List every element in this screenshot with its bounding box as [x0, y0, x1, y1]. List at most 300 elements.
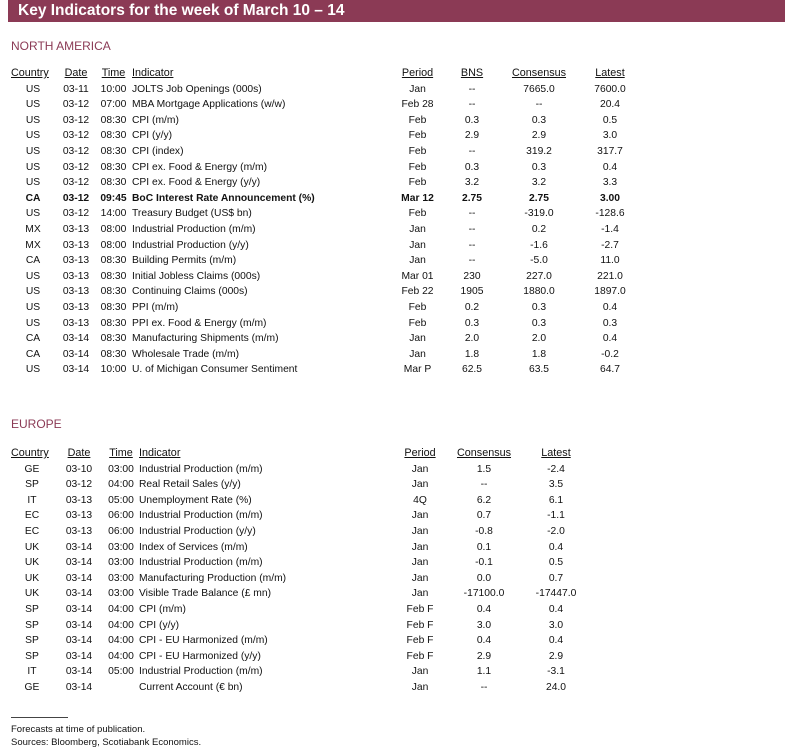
cell-consensus: -5.0 — [530, 255, 548, 267]
europe-table — [11, 446, 589, 696]
cell-consensus: 0.2 — [531, 223, 547, 235]
cell-latest: 24.0 — [545, 681, 567, 693]
cell-indicator: Industrial Production (m/m) — [139, 463, 263, 475]
cell-bns: 2.75 — [461, 192, 483, 204]
cell-indicator: CPI (y/y) — [139, 619, 180, 631]
cell-period: Jan — [411, 479, 429, 491]
cell-consensus: -0.8 — [475, 525, 493, 537]
cell-indicator: U. of Michigan Consumer Sentiment — [132, 364, 298, 376]
cell-date: 03-12 — [62, 208, 90, 220]
cell-latest: 0.5 — [602, 114, 618, 126]
cell-date: 03-14 — [65, 681, 93, 693]
cell-indicator: CPI ex. Food & Energy (y/y) — [132, 177, 261, 189]
col-header-time: Time — [109, 447, 133, 459]
cell-bns: -- — [468, 99, 476, 111]
cell-time: 03:00 — [108, 588, 134, 600]
cell-indicator: BoC Interest Rate Announcement (%) — [132, 192, 315, 204]
cell-time: 08:30 — [100, 130, 127, 142]
cell-time: 10:00 — [100, 83, 127, 95]
cell-consensus: 0.3 — [531, 317, 547, 329]
section-heading-north-america: NORTH AMERICA — [11, 39, 111, 53]
cell-period: Jan — [409, 333, 426, 345]
cell-period: Jan — [409, 223, 426, 235]
cell-time: 08:00 — [100, 239, 127, 251]
cell-date: 03-14 — [65, 666, 93, 678]
table-row — [11, 331, 641, 347]
cell-latest: -2.0 — [547, 525, 565, 537]
cell-latest: 2.9 — [548, 650, 564, 662]
cell-period: Jan — [411, 510, 429, 522]
cell-latest: 20.4 — [599, 99, 621, 111]
cell-time: 14:00 — [100, 208, 127, 220]
cell-period: Feb — [408, 301, 427, 313]
cell-period: Mar P — [403, 364, 432, 376]
cell-latest: 3.00 — [599, 192, 621, 204]
cell-latest: -2.4 — [547, 463, 565, 475]
table-row — [11, 664, 589, 680]
cell-time: 03:00 — [108, 557, 134, 569]
cell-time: 04:00 — [108, 479, 134, 491]
table-row — [11, 618, 589, 634]
table-row — [11, 144, 641, 160]
cell-bns: -- — [468, 223, 476, 235]
cell-consensus: 2.0 — [531, 333, 547, 345]
cell-time: 03:00 — [108, 541, 134, 553]
cell-consensus: 2.75 — [528, 192, 550, 204]
cell-indicator: Industrial Production (m/m) — [139, 666, 263, 678]
cell-date: 03-14 — [65, 557, 93, 569]
cell-indicator: Treasury Budget (US$ bn) — [132, 208, 252, 220]
cell-consensus: 0.7 — [476, 510, 492, 522]
cell-indicator: Manufacturing Production (m/m) — [139, 572, 287, 584]
cell-latest: -2.7 — [601, 239, 619, 251]
cell-indicator: PPI (m/m) — [132, 301, 179, 313]
cell-latest: 3.0 — [548, 619, 564, 631]
table-row — [11, 555, 589, 571]
cell-period: Jan — [411, 588, 429, 600]
cell-period: Mar 12 — [401, 192, 434, 204]
cell-indicator: CPI - EU Harmonized (m/m) — [139, 635, 268, 647]
cell-country: CA — [25, 348, 41, 360]
cell-consensus: 7665.0 — [523, 83, 555, 95]
cell-time: 08:30 — [100, 317, 127, 329]
cell-country: US — [25, 301, 41, 313]
cell-time: 06:00 — [108, 525, 134, 537]
table-row — [11, 524, 589, 540]
col-header-period: Period — [404, 447, 436, 459]
cell-consensus: 3.2 — [531, 177, 547, 189]
cell-time: 05:00 — [108, 494, 134, 506]
section-heading-europe: EUROPE — [11, 417, 62, 431]
cell-date: 03-14 — [65, 572, 93, 584]
cell-date: 03-14 — [65, 650, 93, 662]
cell-period: Feb — [408, 145, 427, 157]
cell-date: 03-13 — [62, 255, 90, 267]
table-row — [11, 300, 641, 316]
table-row — [11, 649, 589, 665]
title-banner — [8, 0, 785, 22]
cell-bns: 0.3 — [464, 317, 480, 329]
cell-bns: 2.0 — [464, 333, 480, 345]
cell-consensus: 0.3 — [531, 161, 547, 173]
cell-bns: 2.9 — [464, 130, 480, 142]
table-row — [11, 347, 641, 363]
cell-date: 03-14 — [65, 541, 93, 553]
cell-period: Feb F — [406, 635, 434, 647]
table-row — [11, 222, 641, 238]
cell-indicator: Visible Trade Balance (£ mn) — [139, 588, 272, 600]
cell-latest: 1897.0 — [594, 286, 626, 298]
cell-period: Jan — [411, 463, 429, 475]
cell-latest: 0.4 — [548, 635, 564, 647]
cell-country: SP — [25, 635, 39, 647]
cell-country: EC — [24, 510, 40, 522]
cell-country: US — [25, 208, 41, 220]
table-header-row — [11, 66, 641, 82]
cell-bns: 0.2 — [464, 301, 480, 313]
col-header-consensus: Consensus — [511, 67, 567, 79]
cell-latest: 221.0 — [597, 270, 623, 282]
cell-latest: 3.5 — [548, 479, 564, 491]
cell-date: 03-14 — [65, 635, 93, 647]
cell-time: 08:30 — [100, 270, 127, 282]
cell-consensus: 0.4 — [476, 635, 492, 647]
cell-indicator: JOLTS Job Openings (000s) — [132, 83, 262, 95]
cell-latest: 6.1 — [548, 494, 564, 506]
cell-latest: 0.4 — [602, 301, 618, 313]
table-row — [11, 477, 589, 493]
cell-country: CA — [25, 333, 41, 345]
cell-latest: 3.3 — [602, 177, 618, 189]
cell-indicator: CPI (m/m) — [132, 114, 179, 126]
table-row — [11, 602, 589, 618]
cell-date: 03-13 — [65, 525, 93, 537]
cell-indicator: CPI ex. Food & Energy (m/m) — [132, 161, 268, 173]
cell-period: Jan — [411, 541, 429, 553]
col-header-indicator: Indicator — [139, 447, 181, 459]
cell-consensus: 0.1 — [476, 541, 492, 553]
table-row — [11, 160, 641, 176]
table-row — [11, 191, 641, 207]
cell-country: US — [25, 83, 41, 95]
cell-indicator: Building Permits (m/m) — [132, 255, 237, 267]
cell-date: 03-14 — [65, 619, 93, 631]
col-header-period: Period — [401, 67, 434, 79]
cell-latest: -3.1 — [547, 666, 565, 678]
cell-latest: -17447.0 — [535, 588, 577, 600]
col-header-country: Country — [11, 447, 49, 459]
cell-period: Feb F — [406, 619, 434, 631]
cell-consensus: 319.2 — [526, 145, 552, 157]
cell-consensus: -- — [480, 681, 488, 693]
cell-period: Mar 01 — [401, 270, 434, 282]
cell-consensus: 0.4 — [476, 603, 492, 615]
cell-latest: -128.6 — [595, 208, 625, 220]
cell-period: Feb — [408, 130, 427, 142]
cell-date: 03-13 — [65, 510, 93, 522]
cell-country: MX — [25, 239, 41, 251]
cell-date: 03-12 — [62, 145, 90, 157]
cell-consensus: 6.2 — [476, 494, 492, 506]
cell-period: 4Q — [413, 494, 427, 506]
cell-time: 08:30 — [100, 301, 127, 313]
cell-country: IT — [27, 494, 37, 506]
cell-country: CA — [25, 255, 41, 267]
cell-indicator: Initial Jobless Claims (000s) — [132, 270, 261, 282]
cell-time: 08:30 — [100, 177, 127, 189]
cell-latest: 0.5 — [548, 557, 564, 569]
cell-country: US — [25, 317, 41, 329]
cell-time: 09:45 — [100, 192, 127, 204]
cell-period: Feb F — [406, 650, 434, 662]
cell-date: 03-10 — [65, 463, 93, 475]
cell-time: 08:30 — [100, 348, 127, 360]
cell-consensus: -- — [535, 99, 543, 111]
cell-date: 03-13 — [62, 301, 90, 313]
cell-bns: 0.3 — [464, 114, 480, 126]
cell-country: SP — [25, 603, 39, 615]
cell-date: 03-13 — [65, 494, 93, 506]
col-header-indicator: Indicator — [132, 67, 174, 79]
cell-indicator: Industrial Production (m/m) — [132, 223, 256, 235]
table-row — [11, 540, 589, 556]
cell-bns: -- — [468, 255, 476, 267]
cell-date: 03-12 — [62, 99, 90, 111]
cell-date: 03-14 — [65, 603, 93, 615]
col-header-country: Country — [11, 67, 49, 79]
col-header-latest: Latest — [595, 67, 625, 79]
cell-date: 03-12 — [62, 161, 90, 173]
cell-time: 08:30 — [100, 114, 127, 126]
cell-time: 08:30 — [100, 161, 127, 173]
cell-date: 03-13 — [62, 286, 90, 298]
col-header-date: Date — [67, 447, 91, 459]
cell-bns: 0.3 — [464, 161, 480, 173]
cell-period: Feb F — [406, 603, 434, 615]
table-row — [11, 493, 589, 509]
cell-country: GE — [24, 681, 40, 693]
cell-indicator: Industrial Production (y/y) — [132, 239, 249, 251]
cell-period: Jan — [411, 525, 429, 537]
cell-latest: 0.4 — [602, 161, 618, 173]
cell-period: Jan — [411, 572, 429, 584]
cell-consensus: 3.0 — [476, 619, 492, 631]
cell-country: GE — [24, 463, 40, 475]
table-row — [11, 175, 641, 191]
cell-country: SP — [25, 479, 39, 491]
cell-date: 03-14 — [65, 588, 93, 600]
cell-date: 03-13 — [62, 223, 90, 235]
col-header-date: Date — [64, 67, 88, 79]
cell-country: MX — [25, 223, 41, 235]
cell-latest: 3.0 — [602, 130, 618, 142]
cell-country: US — [25, 145, 41, 157]
table-header-row — [11, 446, 589, 462]
cell-indicator: Index of Services (m/m) — [139, 541, 248, 553]
cell-consensus: 1.8 — [531, 348, 547, 360]
cell-time: 08:00 — [100, 223, 127, 235]
cell-bns: 3.2 — [464, 177, 480, 189]
col-header-latest: Latest — [541, 447, 571, 459]
cell-time: 06:00 — [108, 510, 134, 522]
cell-country: CA — [25, 192, 41, 204]
cell-latest: 64.7 — [599, 364, 621, 376]
cell-indicator: Continuing Claims (000s) — [132, 286, 248, 298]
cell-country: US — [25, 286, 41, 298]
cell-country: US — [25, 99, 41, 111]
cell-period: Jan — [411, 666, 429, 678]
cell-consensus: 0.3 — [531, 114, 547, 126]
footnote-divider — [11, 717, 68, 718]
cell-time: 04:00 — [108, 619, 134, 631]
table-row — [11, 508, 589, 524]
cell-consensus: 2.9 — [531, 130, 547, 142]
cell-date: 03-14 — [62, 364, 90, 376]
cell-period: Jan — [409, 255, 426, 267]
cell-country: US — [25, 270, 41, 282]
table-row — [11, 253, 641, 269]
cell-latest: -0.2 — [601, 348, 619, 360]
cell-country: UK — [24, 588, 40, 600]
cell-time: 10:00 — [100, 364, 127, 376]
cell-country: UK — [24, 572, 40, 584]
cell-time: 08:30 — [100, 286, 127, 298]
cell-bns: -- — [468, 208, 476, 220]
cell-time: 08:30 — [100, 255, 127, 267]
cell-country: US — [25, 177, 41, 189]
cell-period: Feb — [408, 161, 427, 173]
col-header-consensus: Consensus — [456, 447, 512, 459]
cell-date: 03-12 — [62, 177, 90, 189]
cell-date: 03-13 — [62, 239, 90, 251]
page-title: Key Indicators for the week of March 10 – 14 — [18, 2, 345, 19]
table-row — [11, 362, 641, 378]
cell-indicator: Industrial Production (m/m) — [139, 557, 263, 569]
cell-period: Jan — [409, 239, 426, 251]
cell-consensus: -319.0 — [524, 208, 554, 220]
cell-period: Feb 28 — [401, 99, 434, 111]
cell-date: 03-13 — [62, 317, 90, 329]
cell-country: SP — [25, 650, 39, 662]
cell-time: 03:00 — [108, 463, 134, 475]
table-row — [11, 586, 589, 602]
cell-country: UK — [24, 541, 40, 553]
table-row — [11, 82, 641, 98]
cell-latest: -1.1 — [547, 510, 565, 522]
cell-country: US — [25, 130, 41, 142]
cell-bns: -- — [468, 145, 476, 157]
table-row — [11, 571, 589, 587]
cell-indicator: Manufacturing Shipments (m/m) — [132, 333, 279, 345]
cell-indicator: Real Retail Sales (y/y) — [139, 479, 241, 491]
cell-time: 07:00 — [100, 99, 127, 111]
cell-consensus: 0.3 — [531, 301, 547, 313]
cell-consensus: 63.5 — [528, 364, 550, 376]
cell-bns: -- — [468, 83, 476, 95]
cell-consensus: -1.6 — [530, 239, 548, 251]
cell-indicator: Wholesale Trade (m/m) — [132, 348, 240, 360]
table-row — [11, 128, 641, 144]
north-america-table — [11, 66, 641, 378]
cell-indicator: Current Account (€ bn) — [139, 681, 243, 693]
cell-country: IT — [27, 666, 37, 678]
cell-consensus: 2.9 — [476, 650, 492, 662]
cell-date: 03-14 — [62, 333, 90, 345]
cell-time: 08:30 — [100, 333, 127, 345]
cell-bns: 1.8 — [464, 348, 480, 360]
cell-indicator: Industrial Production (m/m) — [139, 510, 263, 522]
cell-period: Jan — [411, 681, 429, 693]
cell-bns: 62.5 — [461, 364, 483, 376]
cell-date: 03-12 — [62, 130, 90, 142]
cell-time: 04:00 — [108, 603, 134, 615]
cell-indicator: CPI - EU Harmonized (y/y) — [139, 650, 261, 662]
cell-bns: -- — [468, 239, 476, 251]
cell-indicator: CPI (m/m) — [139, 603, 186, 615]
cell-latest: 0.4 — [602, 333, 618, 345]
cell-date: 03-11 — [63, 83, 89, 95]
cell-latest: 7600.0 — [594, 83, 626, 95]
table-row — [11, 284, 641, 300]
cell-time: 03:00 — [108, 572, 134, 584]
table-row — [11, 238, 641, 254]
col-header-time: Time — [101, 67, 126, 79]
cell-consensus: -17100.0 — [463, 588, 505, 600]
cell-period: Feb — [408, 114, 427, 126]
cell-period: Jan — [409, 83, 426, 95]
table-row — [11, 206, 641, 222]
table-row — [11, 97, 641, 113]
cell-bns: 1905 — [460, 286, 484, 298]
cell-country: US — [25, 161, 41, 173]
cell-period: Feb — [408, 177, 427, 189]
cell-consensus: -0.1 — [475, 557, 493, 569]
cell-indicator: CPI (index) — [132, 145, 184, 157]
cell-time: 08:30 — [100, 145, 127, 157]
cell-date: 03-13 — [62, 270, 90, 282]
cell-bns: 230 — [463, 270, 481, 282]
table-row — [11, 316, 641, 332]
cell-indicator: MBA Mortgage Applications (w/w) — [132, 99, 286, 111]
table-row — [11, 113, 641, 129]
cell-consensus: 1.5 — [476, 463, 492, 475]
cell-period: Feb — [408, 317, 427, 329]
cell-consensus: 1.1 — [476, 666, 492, 678]
cell-period: Feb 22 — [401, 286, 434, 298]
col-header-bns: BNS — [460, 67, 484, 79]
cell-time — [105, 680, 137, 696]
cell-country: US — [25, 114, 41, 126]
cell-latest: 0.4 — [548, 603, 564, 615]
cell-consensus: 1880.0 — [523, 286, 555, 298]
cell-period: Jan — [411, 557, 429, 569]
cell-latest: 0.7 — [548, 572, 564, 584]
cell-country: EC — [24, 525, 40, 537]
cell-time: 04:00 — [108, 635, 134, 647]
table-row — [11, 269, 641, 285]
cell-latest: 317.7 — [597, 145, 623, 157]
cell-time: 05:00 — [108, 666, 134, 678]
cell-period: Feb — [408, 208, 427, 220]
cell-latest: 11.0 — [600, 255, 620, 267]
cell-country: US — [25, 364, 41, 376]
cell-country: SP — [25, 619, 39, 631]
cell-country: UK — [24, 557, 40, 569]
cell-date: 03-12 — [62, 114, 90, 126]
footnote-forecasts: Forecasts at time of publication. — [11, 724, 146, 735]
cell-date: 03-12 — [62, 192, 90, 204]
cell-latest: 0.4 — [548, 541, 564, 553]
